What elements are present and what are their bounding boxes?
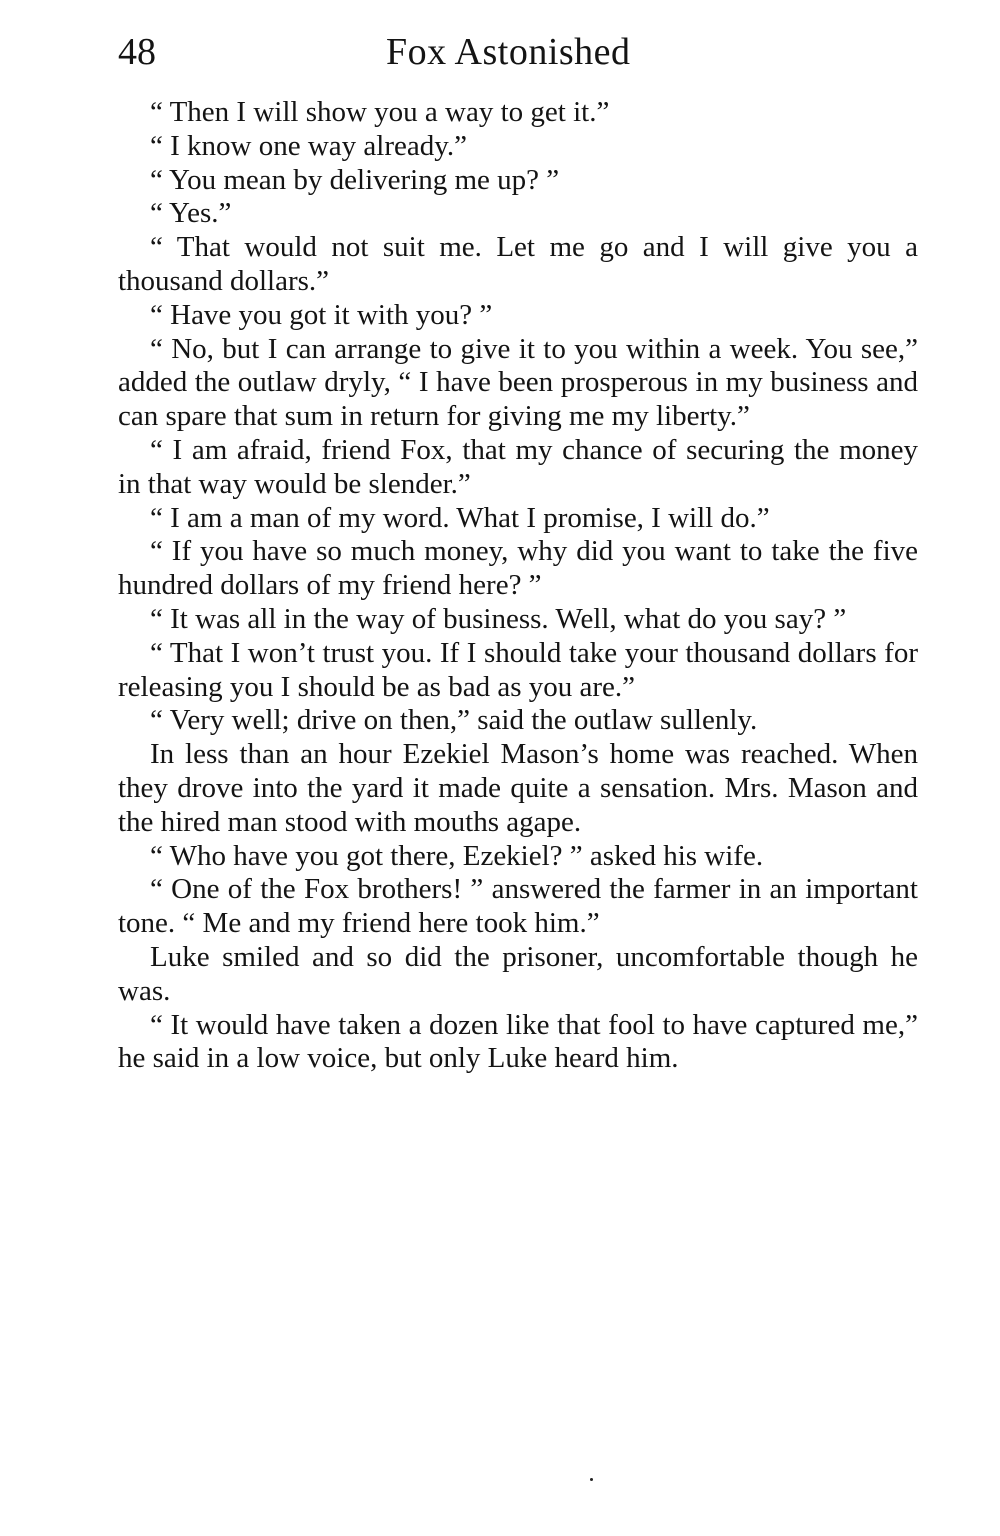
paragraph: “ Then I will show you a way to get it.”: [150, 96, 610, 128]
paragraph: “ Who have you got there, Ezekiel? ” asked his wife.: [150, 839, 764, 872]
paragraph: “ If you have so much money, why did you want to take the five hundred dollars of my friend here? ”: [118, 535, 918, 602]
running-title: Fox Astonished: [386, 31, 631, 73]
page-number: 48: [118, 31, 156, 73]
paragraph: “ That would not suit me. Let me go and I will give you a thousand dollars.”: [118, 231, 918, 297]
paragraph: “ It would have taken a dozen like that fool to have captured me,” he said in a low voice, but only Luke heard him.: [118, 1008, 918, 1075]
page-header: [118, 26, 918, 78]
paragraph: “ That I won’t trust you. If I should take your thousand dollars for releasing you I should be as bad as you are.”: [118, 636, 918, 703]
paragraph: “ Have you got it with you? ”: [150, 298, 493, 331]
paragraph: Luke smiled and so did the prisoner, uncomfortable though he was.: [118, 940, 918, 1007]
paragraph: “ I am a man of my word. What I promise, I will do.”: [150, 501, 770, 534]
paragraph: “ It was all in the way of business. Well, what do you say? ”: [150, 602, 847, 635]
stray-ink-mark: [590, 1478, 593, 1481]
paragraph: “ One of the Fox brothers! ” answered the farmer in an important tone. “ Me and my friend here took him.”: [118, 873, 918, 940]
paragraph: In less than an hour Ezekiel Mason’s home was reached. When they drove into the yard it made quite a sensation. Mrs. Mason and the hired man stood with mouths agape.: [118, 738, 918, 838]
paragraph: “ I am afraid, friend Fox, that my chance of securing the money in that way would be slender.”: [118, 433, 918, 500]
body-text: [118, 96, 918, 1076]
paragraph: “ No, but I can arrange to give it to you within a week. You see,” added the outlaw dryly, “ I have been prosperous in my business and can spare that sum in return for giving me my liberty.”: [118, 332, 918, 433]
paragraph: “ I know one way already.”: [150, 129, 467, 162]
paragraph: “ You mean by delivering me up? ”: [150, 163, 560, 196]
paragraph: “ Very well; drive on then,” said the outlaw sullenly.: [150, 704, 758, 737]
paragraph: “ Yes.”: [150, 197, 232, 230]
